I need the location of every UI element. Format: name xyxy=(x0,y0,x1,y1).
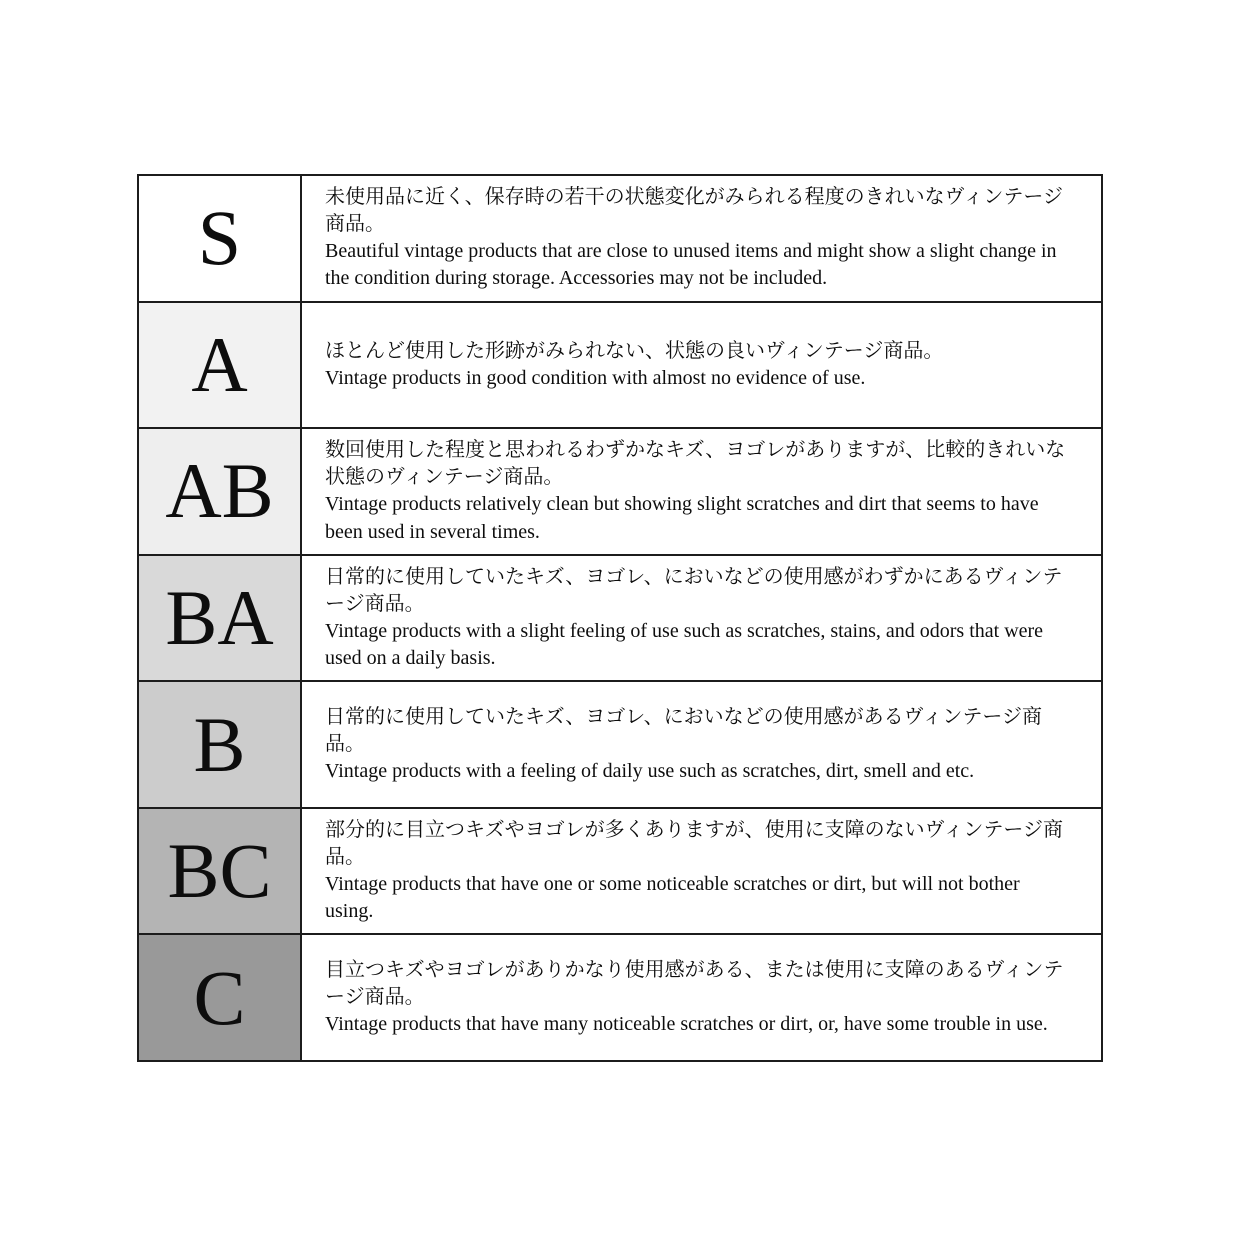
description-cell xyxy=(302,556,1101,681)
description-japanese: 数回使用した程度と思われるわずかなキズ、ヨゴレがありますが、比較的きれいな状態のヴィンテージ商品。 xyxy=(325,439,1066,489)
description-cell xyxy=(302,682,1101,807)
description-cell xyxy=(302,809,1101,934)
description-japanese: 部分的に目立つキズやヨゴレが多くありますが、使用に支障のないヴィンテージ商品。 xyxy=(325,818,1063,868)
grade-label: AB xyxy=(165,447,274,535)
table-row xyxy=(139,933,1101,1060)
table-row xyxy=(139,554,1101,681)
grade-label: BA xyxy=(165,574,274,662)
condition-grade-table xyxy=(137,174,1103,1062)
grade-cell xyxy=(139,935,302,1060)
grade-label: BC xyxy=(167,827,272,915)
description-cell xyxy=(302,429,1101,554)
grade-label: S xyxy=(197,194,242,282)
grade-cell xyxy=(139,429,302,554)
description-english: Vintage products relatively clean but showing slight scratches and dirt that seems to have been used in several times. xyxy=(325,493,1039,543)
description-cell xyxy=(302,935,1101,1060)
description-english: Vintage products with a feeling of daily use such as scratches, dirt, smell and etc. xyxy=(325,760,975,783)
description-japanese: 日常的に使用していたキズ、ヨゴレ、においなどの使用感があるヴィンテージ商品。 xyxy=(325,705,1042,755)
grade-cell xyxy=(139,682,302,807)
grade-label: A xyxy=(191,320,248,408)
description-japanese: 日常的に使用していたキズ、ヨゴレ、においなどの使用感がわずかにあるヴィンテージ商品。 xyxy=(325,565,1063,615)
grade-cell xyxy=(139,176,302,301)
description-japanese: 未使用品に近く、保存時の若干の状態変化がみられる程度のきれいなヴィンテージ商品。 xyxy=(325,185,1063,236)
description-cell xyxy=(302,176,1101,301)
description-cell xyxy=(302,303,1101,428)
description-english: Vintage products that have many noticeable scratches or dirt, or, have some trouble in use. xyxy=(325,1013,1048,1036)
description-japanese: ほとんど使用した形跡がみられない、状態の良いヴィンテージ商品。 xyxy=(325,339,944,362)
description-japanese: 目立つキズやヨゴレがありかなり使用感がある、または使用に支障のあるヴィンテージ商品。 xyxy=(325,958,1064,1009)
description-english: Vintage products that have one or some noticeable scratches or dirt, but will not bother using. xyxy=(325,873,1020,923)
table-row xyxy=(139,427,1101,554)
description-english: Vintage products with a slight feeling of use such as scratches, stains, and odors that were used on a daily basis. xyxy=(325,620,1044,670)
description-english: Beautiful vintage products that are close to unused items and might show a slight change in the condition during storage. Accessories may not be included. xyxy=(325,240,1057,290)
grade-label: C xyxy=(193,953,246,1041)
grade-label: B xyxy=(193,700,246,788)
table-row xyxy=(139,680,1101,807)
table-row xyxy=(139,301,1101,428)
grade-cell xyxy=(139,809,302,934)
grade-cell xyxy=(139,303,302,428)
grade-cell xyxy=(139,556,302,681)
table-row xyxy=(139,807,1101,934)
table-row xyxy=(139,176,1101,301)
description-english: Vintage products in good condition with almost no evidence of use. xyxy=(325,366,866,389)
